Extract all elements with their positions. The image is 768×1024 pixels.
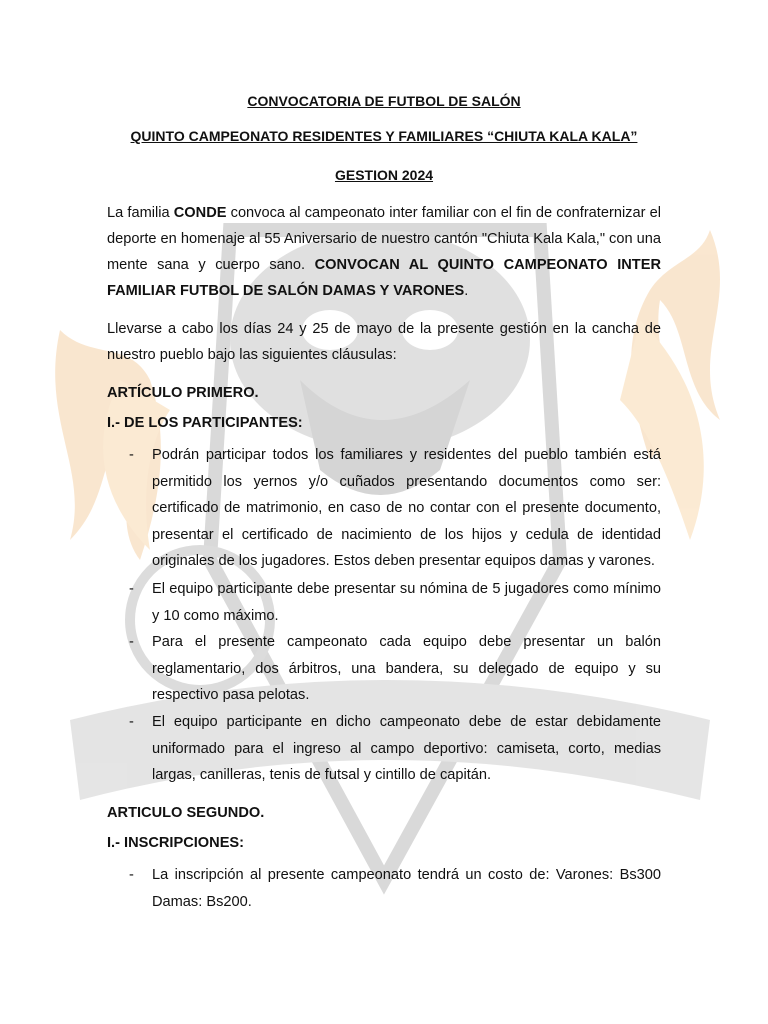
intro-text-c: convoca al campeonato inter familiar con el fin de confraternizar el deporte en homenaje al 55 Aniversario de nuestro cantón "Chiuta Kala Kala," con una mente sana y cuerpo sano. — [107, 205, 661, 273]
bullet-marker: - — [129, 581, 134, 597]
bullet-marker: - — [129, 634, 134, 650]
list-item-text: El equipo participante debe presentar su nómina de 5 jugadores como mínimo y 10 como máximo. — [152, 581, 661, 624]
list-item — [107, 862, 661, 915]
list-item-text: El equipo participante en dicho campeonato debe de estar debidamente uniformado para el ingreso al campo deportivo: camiseta, corto, medias largas, canilleras, tenis de futsal y cintillo de capitán. — [152, 714, 661, 783]
bullet-marker: - — [129, 447, 134, 463]
list-item — [107, 709, 661, 789]
article-two-heading: ARTICULO SEGUNDO. — [107, 805, 265, 821]
document-title: CONVOCATORIA DE FUTBOL DE SALÓN — [247, 93, 521, 109]
intro-convocation: CONVOCAN AL QUINTO CAMPEONATO INTER FAMILIAR FUTBOL DE SALÓN DAMAS Y VARONES — [107, 257, 661, 299]
gestion-year: GESTION 2024 — [334, 167, 434, 183]
document-subtitle: QUINTO CAMPEONATO RESIDENTES Y FAMILIARES “CHIUTA KALA KALA” — [130, 128, 638, 144]
list-item-text: Podrán participar todos los familiares y residentes del pueblo también está permitido los yernos y/o cuñados presentando documentos como ser: certificado de matrimonio, en caso de no contar con el presente documento, presentar el certificado de nacimiento de los hijos y cedula de identidad originales de los jugadores. Estos deben presentar equipos damas y varones. — [152, 447, 661, 569]
intro-text-e: . — [464, 283, 469, 299]
intro-family-name: CONDE — [173, 205, 227, 221]
intro-text-a: La familia — [107, 205, 174, 221]
intro-paragraph — [107, 200, 661, 304]
bullet-marker: - — [129, 867, 134, 883]
dates-paragraph: Llevarse a cabo los días 24 y 25 de mayo de la presente gestión en la cancha de nuestro pueblo bajo las siguientes cláusulas: — [107, 321, 661, 363]
list-item-text: La inscripción al presente campeonato tendrá un costo de: Varones: Bs300 Damas: Bs200. — [152, 867, 661, 910]
article-one-heading: ARTÍCULO PRIMERO. — [107, 385, 259, 401]
list-item — [107, 576, 661, 629]
registration-section-heading: I.- INSCRIPCIONES: — [107, 835, 245, 851]
participants-section-heading: I.- DE LOS PARTICIPANTES: — [107, 415, 303, 431]
bullet-marker: - — [129, 714, 134, 730]
list-item — [107, 442, 661, 575]
list-item — [107, 629, 661, 709]
list-item-text: Para el presente campeonato cada equipo debe presentar un balón reglamentario, dos árbitros, una bandera, su delegado de equipo y su respectivo pasa pelotas. — [152, 634, 661, 703]
